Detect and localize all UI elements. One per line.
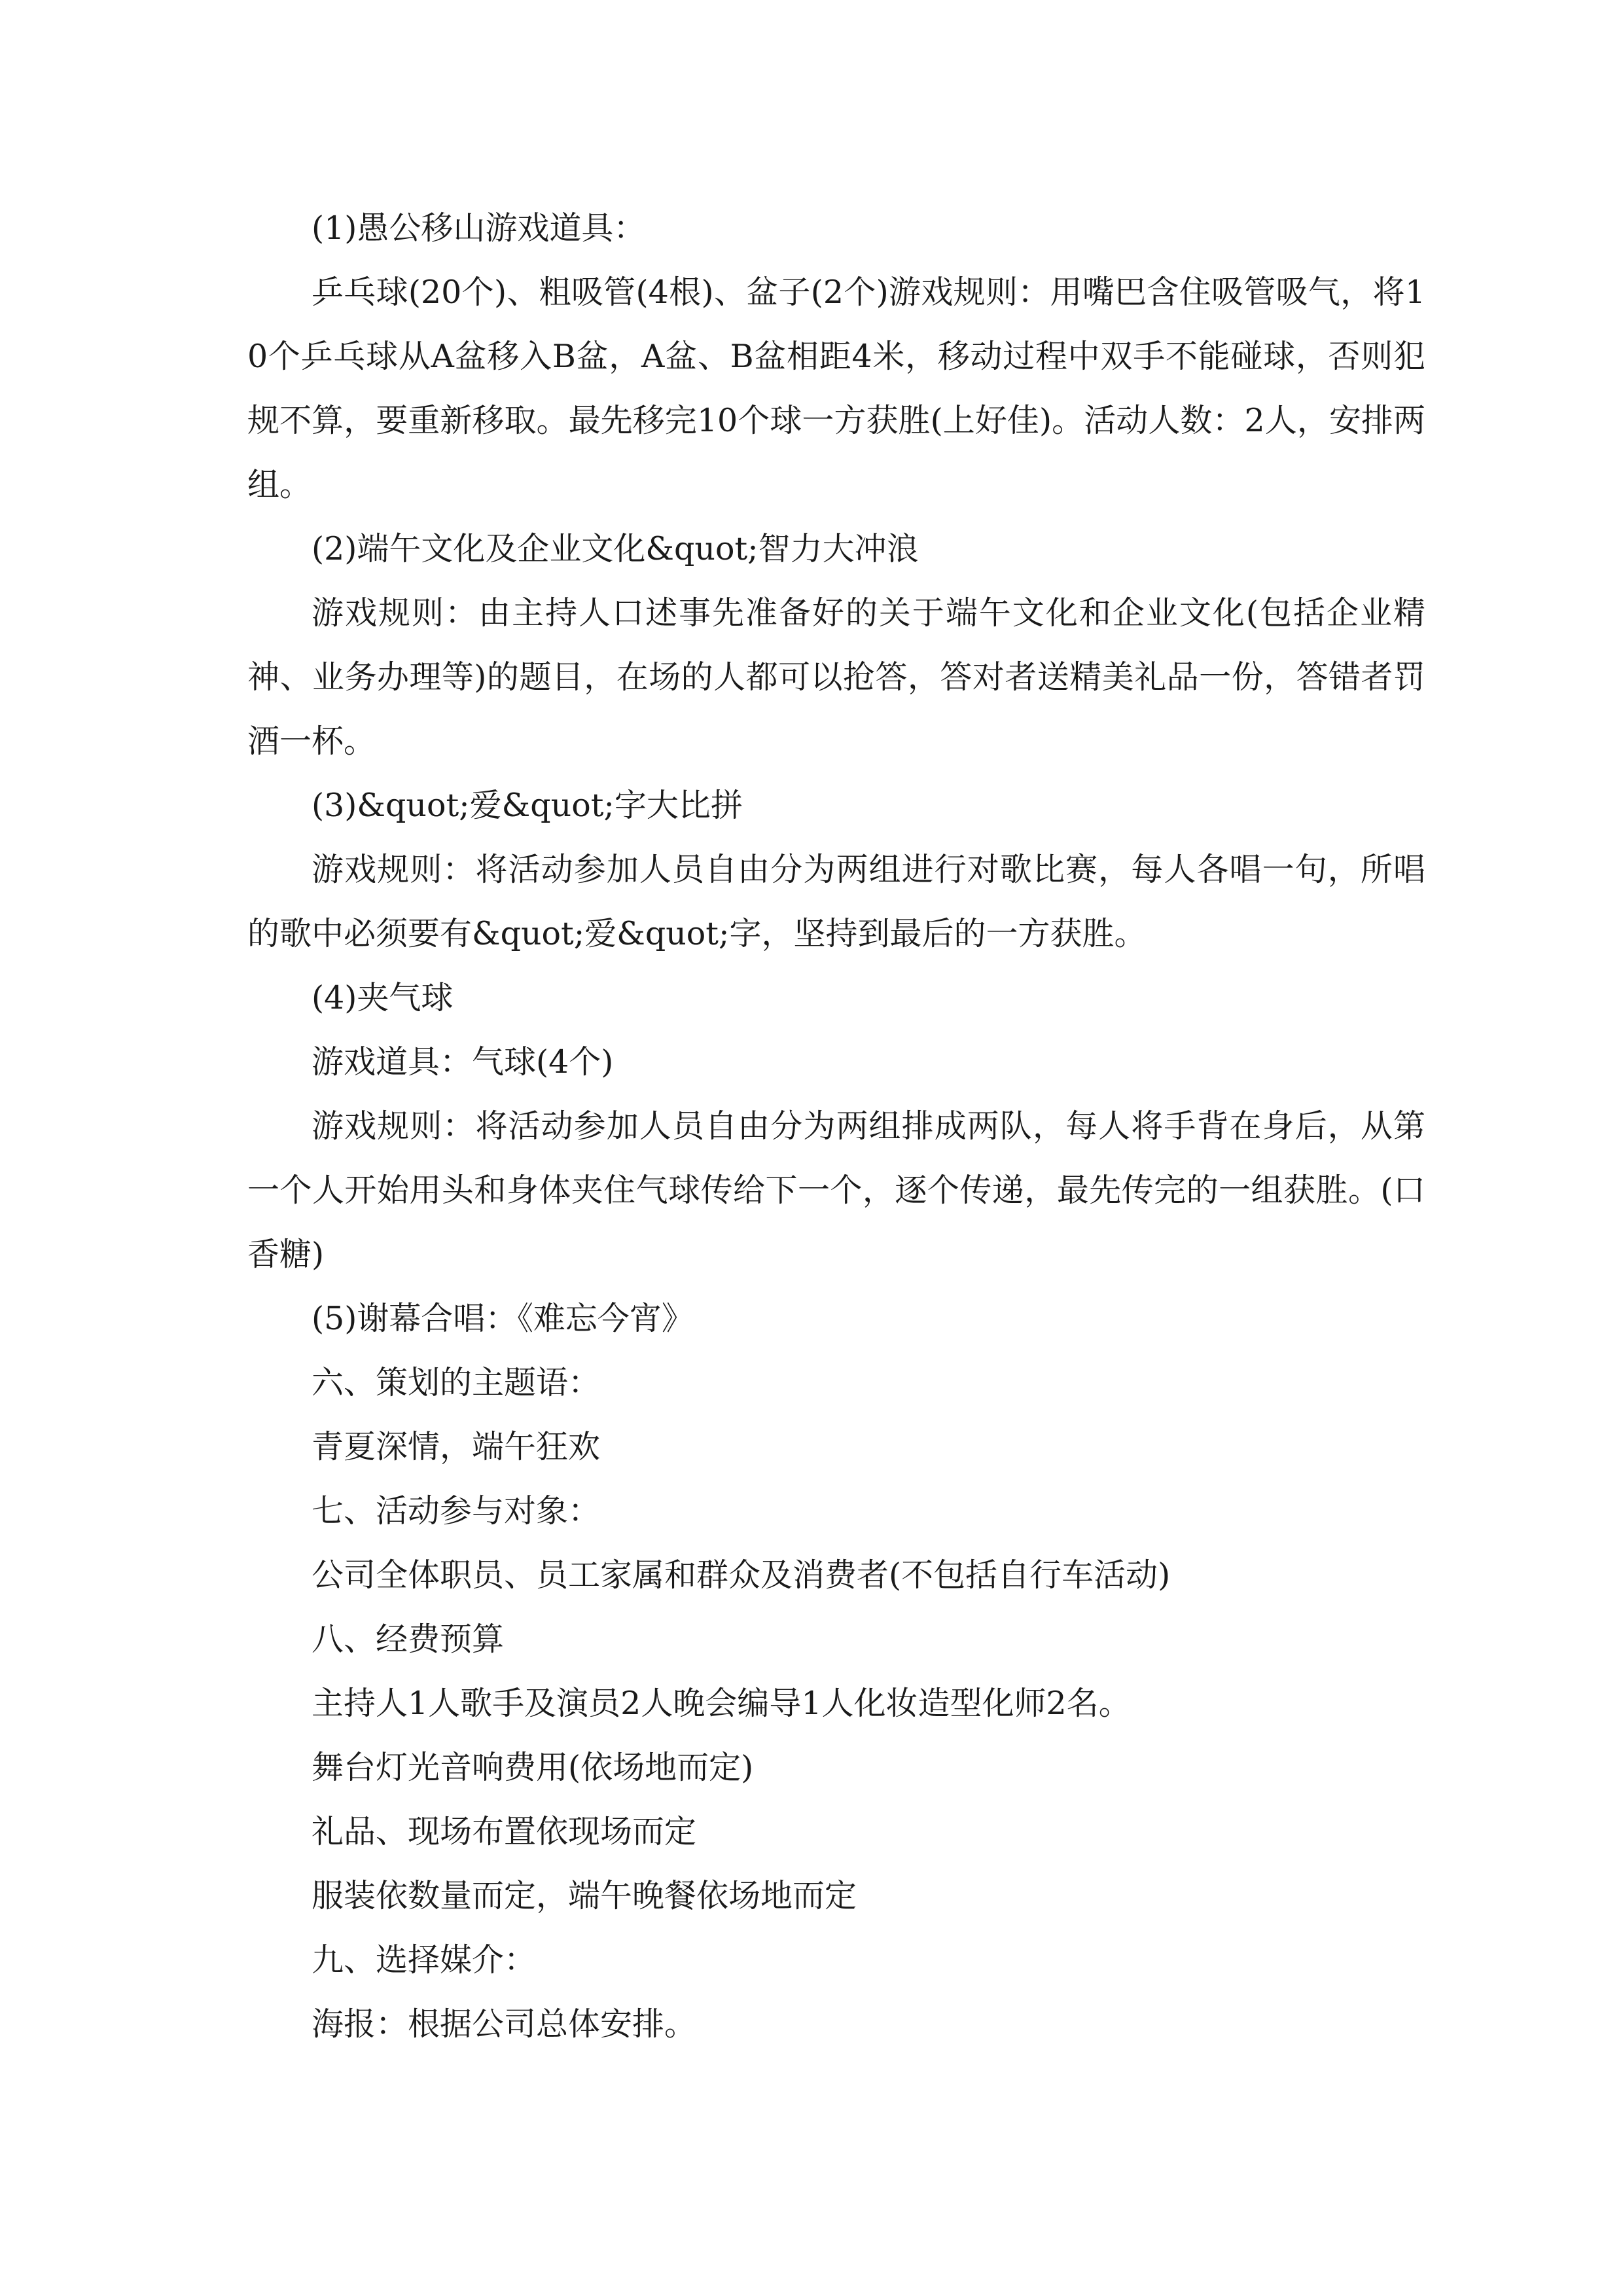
paragraph-game-1-rules: 乒乓球(20个)、粗吸管(4根)、盆子(2个)游戏规则：用嘴巴含住吸管吸气，将10个乒乓球从A盆移入B盆，A盆、B盆相距4米，移动过程中双手不能碰球，否则犯规不算，要重新移取。最先移完10个球一方获胜(上好佳)。活动人数：2人，安排两组。: [247, 274, 1425, 503]
paragraph-media-poster: 海报：根据公司总体安排。: [312, 2005, 697, 2043]
paragraph-finale: (5)谢幕合唱：《难忘今宵》: [312, 1300, 694, 1337]
section-heading-audience: 七、活动参与对象：: [312, 1492, 601, 1530]
paragraph-game-1-title: (1)愚公移山游戏道具：: [312, 209, 646, 247]
paragraph-budget-costume: 服装依数量而定，端午晚餐依场地而定: [312, 1877, 857, 1914]
paragraph-game-4-props: 游戏道具：气球(4个): [312, 1043, 614, 1081]
document-body: [247, 196, 1425, 2056]
paragraph-game-3-title: (3)&quot;爱&quot;字大比拼: [312, 787, 743, 824]
section-heading-media: 九、选择媒介：: [312, 1941, 537, 1979]
paragraph-budget-staff: 主持人1人歌手及演员2人晚会编导1人化妆造型化师2名。: [312, 1685, 1131, 1722]
paragraph-audience: 公司全体职员、员工家属和群众及消费者(不包括自行车活动): [312, 1556, 1171, 1594]
paragraph-theme: 青夏深情，端午狂欢: [312, 1428, 601, 1465]
section-heading-theme: 六、策划的主题语：: [312, 1364, 601, 1401]
paragraph-budget-stage: 舞台灯光音响费用(依场地而定): [312, 1749, 754, 1786]
paragraph-game-4-rules: 游戏规则：将活动参加人员自由分为两组排成两队，每人将手背在身后，从第一个人开始用头和身体夹住气球传给下一个，逐个传递，最先传完的一组获胜。(口香糖): [247, 1107, 1425, 1273]
section-heading-budget: 八、经费预算: [312, 1621, 505, 1658]
paragraph-game-3-rules: 游戏规则：将活动参加人员自由分为两组进行对歌比赛，每人各唱一句，所唱的歌中必须要有&quot;爱&quot;字，坚持到最后的一方获胜。: [247, 851, 1425, 952]
paragraph-budget-gifts: 礼品、现场布置依现场而定: [312, 1813, 697, 1850]
paragraph-game-2-rules: 游戏规则：由主持人口述事先准备好的关于端午文化和企业文化(包括企业精神、业务办理等)的题目，在场的人都可以抢答，答对者送精美礼品一份，答错者罚酒一杯。: [247, 594, 1425, 760]
paragraph-game-4-title: (4)夹气球: [312, 979, 454, 1016]
paragraph-game-2-title: (2)端午文化及企业文化&quot;智力大冲浪: [312, 530, 919, 567]
